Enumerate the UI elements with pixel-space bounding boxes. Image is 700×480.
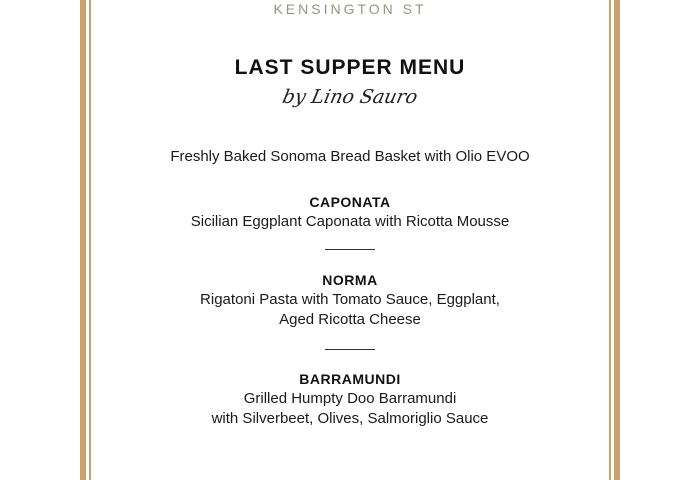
course-description-line: Rigatoni Pasta with Tomato Sauce, Eggplant,: [200, 291, 500, 308]
intro-line: Freshly Baked Sonoma Bread Basket with Olio EVOO: [170, 148, 530, 165]
menu-title: LAST SUPPER MENU: [234, 56, 466, 79]
course-heading-norma: NORMA: [322, 272, 378, 288]
brand-name: KENSINGTON ST: [273, 1, 427, 17]
course-description-line: Aged Ricotta Cheese: [279, 311, 421, 328]
course-heading-caponata: CAPONATA: [309, 194, 391, 210]
course-heading-barramundi: BARRAMUNDI: [299, 371, 401, 387]
chef-signature: by Lino Sauro: [280, 86, 420, 108]
course-divider: [325, 249, 375, 250]
course-description-line: Grilled Humpty Doo Barramundi: [243, 390, 457, 407]
course-description-line: Sicilian Eggplant Caponata with Ricotta Mousse: [190, 213, 510, 230]
course-divider: [325, 349, 375, 350]
course-description-line: with Silverbeet, Olives, Salmoriglio Sauce: [211, 410, 489, 427]
